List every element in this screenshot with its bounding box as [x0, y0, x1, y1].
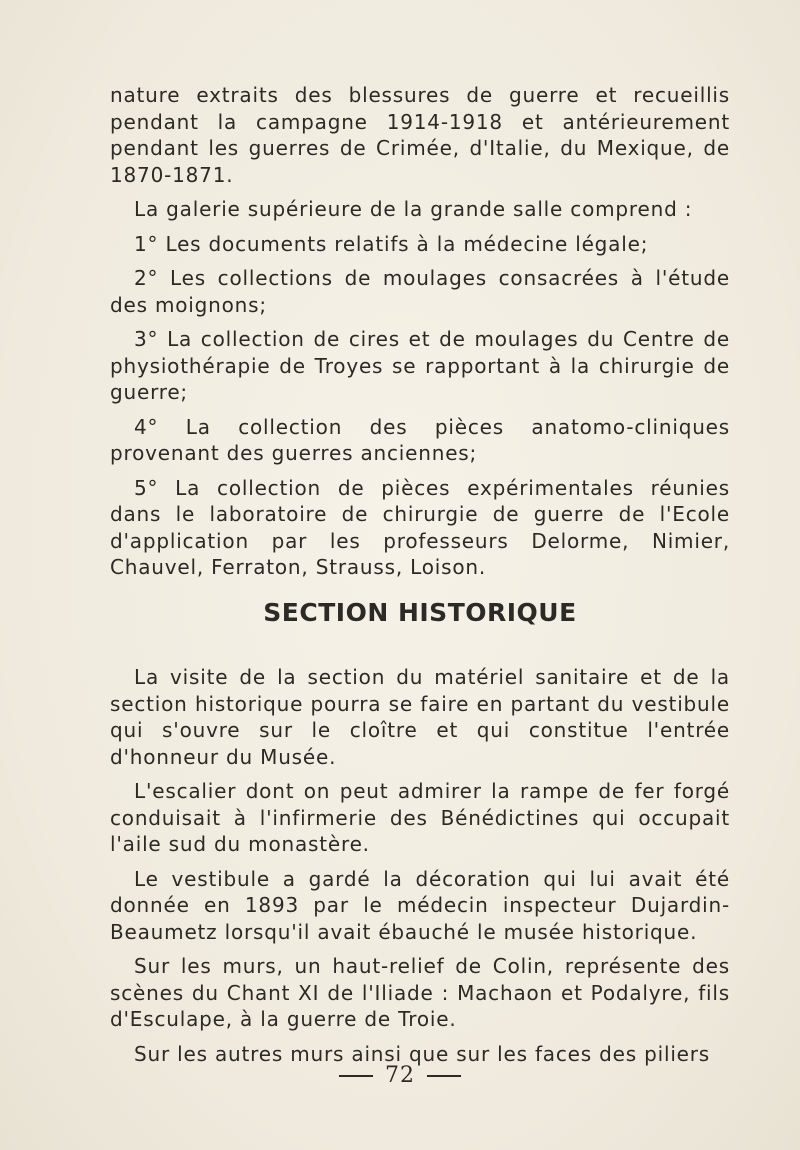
paragraph-vestibule: Le vestibule a gardé la décoration qui lui avait été donnée en 1893 par le médecin inspecteur Dujardin-Beaumetz lorsqu'il avait ébauché le musée historique.	[110, 866, 730, 944]
section-heading: SECTION HISTORIQUE	[263, 598, 577, 627]
paragraph-visit: La visite de la section du matériel sanitaire et de la section historique pourra se faire en partant du vestibule qui s'ouvre sur le cloître et qui constitue l'entrée d'honneur du Musée.	[110, 665, 730, 769]
list-item-2: 2° Les collections de moulages consacrées à l'étude des moignons;	[110, 266, 730, 317]
left-dash	[339, 1075, 373, 1077]
paragraph-continuation: nature extraits des blessures de guerre et recueillis pendant la campagne 1914-1918 et antérieurement pendant les guerres de Crimée, d'Italie, du Mexique, de 1870-1871.	[110, 83, 730, 187]
page-number: 72	[385, 1063, 415, 1088]
bottom-text-block	[110, 664, 730, 1075]
paragraph-other-walls: Sur les autres murs ainsi que sur les faces des piliers	[134, 1041, 711, 1066]
list-item-3: 3° La collection de cires et de moulages du Centre de physiothérapie de Troyes se rapportant à la chirurgie de guerre;	[110, 327, 730, 404]
list-item-4: 4° La collection des pièces anatomo-cliniques provenant des guerres anciennes;	[110, 414, 730, 465]
list-item-5: 5° La collection de pièces expérimentales réunies dans le laboratoire de chirurgie de guerre de l'Ecole d'application par les professeurs Delorme, Nimier, Chauvel, Ferraton, Strauss, Loison.	[110, 475, 730, 579]
paragraph-haut-relief: Sur les murs, un haut-relief de Colin, représente des scènes du Chant XI de l'Iliade : Machaon et Podalyre, fils d'Esculape, à la guerre de Troie.	[110, 954, 730, 1031]
paragraph-gallery-intro: La galerie supérieure de la grande salle comprend :	[134, 197, 693, 221]
right-dash	[427, 1075, 461, 1077]
page-number-footer	[0, 1063, 800, 1088]
top-text-block	[110, 82, 730, 589]
paragraph-staircase: L'escalier dont on peut admirer la rampe de fer forgé conduisait à l'infirmerie des Bénédictines qui occupait l'aile sud du monastère.	[110, 779, 730, 856]
list-item-1: 1° Les documents relatifs à la médecine légale;	[134, 231, 649, 256]
